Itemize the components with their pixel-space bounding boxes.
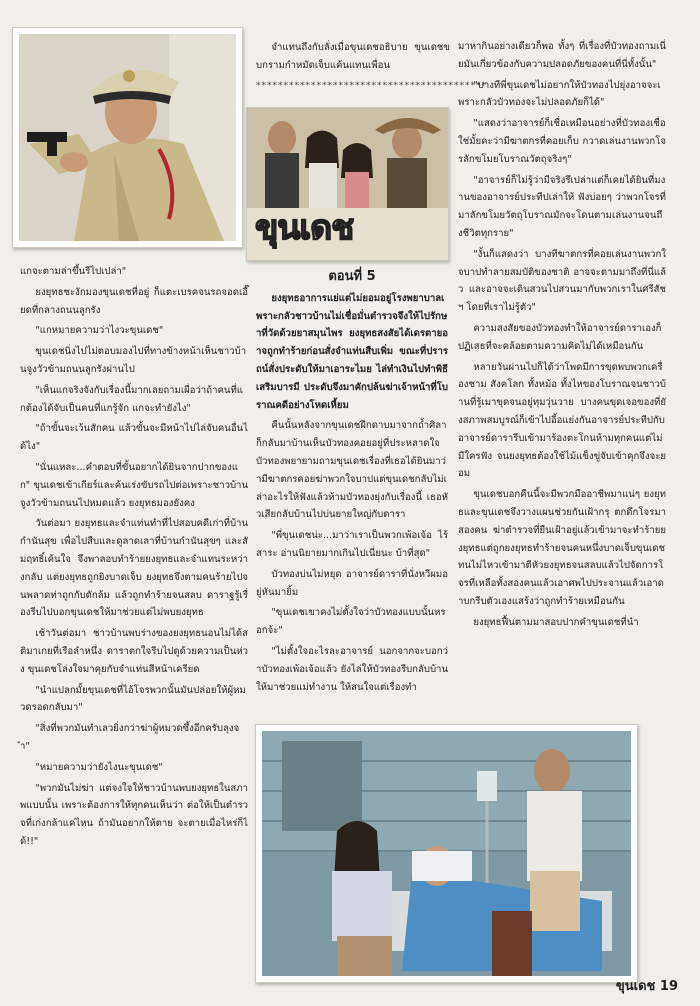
paragraph: ขุนเดชบอกคืนนี้จะมีพวกมืออาชีพมาแน่ๆ ยงยุทธและขุนเดชจึงวางแผนช่วยกันเฝ้ากรุ ตกดึกโจรมาสองคน ฆ่าตำรวจที่ยืนเฝ้าอยู่แล้วเข้ามาจะทำร้ายยงยุทธแต่ถูกยงยุทธทำร้ายจนคนหนึ่งบาดเจ็บขุนเดชทนไม่ไหวเข้ามาตีหัวยงยุทธจนสลบแล้วไปจัดการโจรที่เหลือทั้งสองคนแล้วเอาศพไปประจานแล้วเอาดาบกรีบตัวเองแสร้งว่าถูกทำร้ายเหมือนกัน [458, 489, 666, 607]
intro-paragraph: จำแทนถึงกับลั่งเมื่อขุนเดชอธิบาย ขุนเดชขบกรามกำหมัดเจ็บแค้นแทนเพื่อน [256, 42, 450, 71]
paragraph: "แสดงว่าอาจารย์ก็เชื่อเหมือนอย่างที่บัวทองเชื่อใช่มั้ยคะว่ามีฆาตกรที่คอยเก็บ กวาดเล่นงานพวกโจรลักขโมยโบราณวัตถุจริงๆ" [458, 118, 666, 165]
paragraph: "ขุนเดชเขาคงไม่ตั้งใจว่าบัวทองแบบนั้นหรอกจ้ะ" [256, 607, 446, 637]
paragraph: ความสงสัยของบัวทองทำให้อาจารย์ดาราเองก็ปฏิเสธที่จะคล้อยตามความคิดไม่ได้เหมือนกัน [458, 322, 662, 352]
paragraph: "ไม่ตั้งใจอะไรละอาจารย์ นอกจากจะบอกว่าบัวทองเพ้อเจ้อแล้ว ยังไล่ให้บัวทองรีบกลับบ้าน ให้มาช่วยแม่ทำงาน ให้สนใจแต่เรื่องทำ [256, 645, 448, 693]
paragraph: คืนนั้นหลังจากขุนเดชฝึกดาบมาจากถ้ำศิลาก็กลับมาบ้านเห็นบัวทองคอยอยู่ที่ประหลาดใจ บัวทองพยายามถามขุนเดชเรื่องที่เธอได้ยินมาว่ามีฆาตกรคอยฆ่าพวกใจบาปแต่ขุนเดชกลับไม่เล่าอะไรให้ฟังแล้วห้ามบัวทองยุ่งกับเรื่องนี้ เธอหัวเสียกลับบ้านไปบ่นยายใหญ่กับดารา [256, 420, 448, 521]
poster-photo [246, 107, 449, 261]
paragraph: "แกหมายความว่าไงวะขุนเดช" [35, 325, 164, 337]
paragraph: ยงยุทธชะงักมองขุนเดชที่อยู่ ก็แตะเบรคจนรถจอดเอี๊ยดที่กลางถนนลูกรัง [20, 286, 248, 316]
paragraph: "พี่ขุนเดชน่ะ...มาว่าเราเป็นพวกเพ้อเจ้อ ไร้สาระ อ่านนิยายมากเกินไปเนี่ยนะ บ้าที่สุด" [256, 530, 448, 559]
paragraph: "เห็นแกจริงจังกับเรื่องนี้มากเลยถามเผื่อว่าถ้าคนที่แกต้องได้จับเป็นคนที่แกรู้จัก แกจะทำยังไง" [20, 384, 243, 414]
paragraph: "อาจารย์ก็ไม่รู้ว่ามีจริงรึเปล่าแต่ก็เคยได้ยินที่มงานของอาจารย์ประทีปเล่าให้ ฟังบ่อยๆ ว่าพวกโจรที่มาลักขโมยวัตถุโบราณมักจะโดนตามเล่นงานจนถึงชีวิตทุกราย" [458, 174, 666, 239]
paragraph: "หมายความว่ายังไงนะขุนเดช" [35, 761, 163, 773]
paragraph: วันต่อมา ยงยุทธและจำแท่นทำที่ไปสอบคดีเก่าที่บ้านกำนันสุข เพื่อไปสืบและดูลาดเลาที่บ้านกำนันสุขๆ และสัมฤทธิ์เค้นใจ จึงพาลอบทำร้ายยงยุทธและจำแทนระหว่างกลับ แต่ยงยุทธถูกยิงบาดเจ็บ ยงยุทธจึงตามคนร้ายไปจนพลาดท่าถูกกับดักล้ม แล้วถูกทำร้ายจนสลบ ดาราฐรู้เรื่องรีบไปบอกขุนเดชให้มาช่วยแต่ไม่พบยงยุทธ [20, 518, 248, 619]
episode-lead: ยงยุทธอาการแย่แต่ไม่ยอมอยู่โรงพยาบาลเพราะกลัวชาวบ้านไม่เชื่อมั่นตำรวจจึงให้ไปรักษาที่วัดด้วยยาสมุนไพร ยงยุทธสงสัยได้เดรตายอาจถูกทำร้ายก่อนสั่งจำแท่นสืบเพิ่ม ขณะที่ปรารถน์สั่งประดับให้มาเอาระไมย ไล่ทำเงินไปทำพิธีเสริมบารมี ประดับจึงมาคักปล้นฆ่าเจ้าหน้าที่โบราณคดีอย่างโหดเหี้ยม [256, 292, 448, 411]
paragraph: หลายวันผ่านไปก็ได้ว่าโพดมีการขุดพบพวกเครื่องชาม สังคโลก ทั้งหม้อ ทั้งไหของโบราณจนชาวบ้านที่รู้เมาขุดจนอยู่ทุมวุ่นวาย บางคนขุดเจอของที่ยังสภาพสมบูรณ์ก็เข้าไปอี้อแย่งกันอาจารย์ประทีปกับอาจารย์ดารารีบเข้ามาร้องตะโกนห้ามทุกคนแต่ไม่มีใครฟัง จนยงยุทธต้องใช้ไม้แข็งขู่จับเข้าคุกจึงจะยอม [458, 361, 666, 480]
paragraph: แกจะตามล่าขึ้นรีไปเปล่า" [20, 266, 127, 277]
paragraph: "นำแปลกมั้ยขุนเดชที่ไอ้โจรพวกนั้นมันปล่อยให้ผู้หมวดรอดกลับมา" [20, 684, 246, 714]
column-middle [256, 260, 448, 699]
middle-top-text [256, 39, 487, 101]
paragraph: "นั่นแหละ...คำตอบที่ขั้นอยากได้ยินจากปากของแก" ขุนเดชเข้าเกียร์และค้นเร่งขับรถไปต่อเพราะชาวบ้านจูงวัวข้ามถนนไปหมดแล้ว ยงยุทธมองยังคง [20, 461, 248, 509]
column-left [20, 263, 248, 854]
poster-logo: ขุนเดช [255, 208, 354, 248]
hospital-illustration [262, 731, 631, 976]
paragraph: ยงยุทธฟื้นตามมาสอบปากคำขุนเดชที่นำ [473, 616, 639, 628]
paragraph: มาหากินอย่างเดียวก็พอ ทั้งๆ ที่เรื่องที่บัวทองถามเนี่ยมันเกี่ยวข้องกับความปลอดภัยของคนที่นี่ทั้งนั้น" [458, 41, 666, 70]
episode-heading: ตอนที่ 5 [328, 269, 376, 284]
section-divider: ****************************************** [256, 80, 487, 91]
photo-hospital-scene [255, 724, 638, 983]
paragraph: "งั้นก็แสดงว่า บางทีฆาตกรที่คอยเล่นงานพวกใจบาปทำลายสมบัติของชาติ อาจจะตามมาถึงที่นี่แล้ว และอาจจะเดินสวนไปสวนมากับพวกเราในศรีสัชฯ โดยที่เราไม่รู้ตัว" [458, 248, 666, 314]
column-right [458, 38, 666, 635]
paragraph: "ถ้าขั้นจะเว้นสักคน แล้วขั้นจะมีหน้าไปไล่จับคนอื่นได้ไง" [20, 423, 248, 453]
column-middle-body [256, 417, 448, 696]
page-footer: ขุนเดช 19 [615, 979, 678, 994]
paragraph: "พวกมันไม่ฆ่า แต่จงใจให้ชาวบ้านพบยงยุทธในสภาพแบบนั้น เพราะต้องการให้ทุกคนเห็นว่า ต่อให้เป็นตำรวจที่เก่งกล้าแค่ไหน ถ้ามันอยากให้ตาย จะตายเมื่อไหร่ก็ได้!!" [20, 782, 248, 847]
photo-officer [12, 27, 243, 248]
paragraph: "บางทีพี่ขุนเดชไม่อยากให้บัวทองไปยุ่งอาจจะเพราะกลัวบัวทองจะไม่ปลอดภัยก็ได้" [458, 79, 661, 109]
paragraph: เช้าวันต่อมา ชาวบ้านพบร่างของยงยุทธนอนไม่ได้สติมาเกยที่เรือลำหนึ่ง ดาราตกใจรีบไปดูด้วยความเป็นห่วง ขุนเดชโล่งใจมาคุยกับจำแท่นสีหน้าเครียด [20, 628, 248, 675]
paragraph: บัวทองบ่นไม่หยุด อาจารย์ดาราที่นั่งหวีผมอยู่หันมายิ้ม [256, 568, 448, 598]
paragraph: "สิ่งที่พวกมันทำเลวยิ่งกว่าฆ่าผู้หมวดซึ้งอีกครับลุงจำ" [20, 723, 240, 752]
paragraph: ขุนเดชนิ่งไปไม่ตอบมองไปที่ทางข้างหน้าเห็นชาวบ้านจูงวัวข้ามถนนลูกรังผ่านไป [20, 346, 247, 375]
officer-illustration [19, 34, 236, 241]
